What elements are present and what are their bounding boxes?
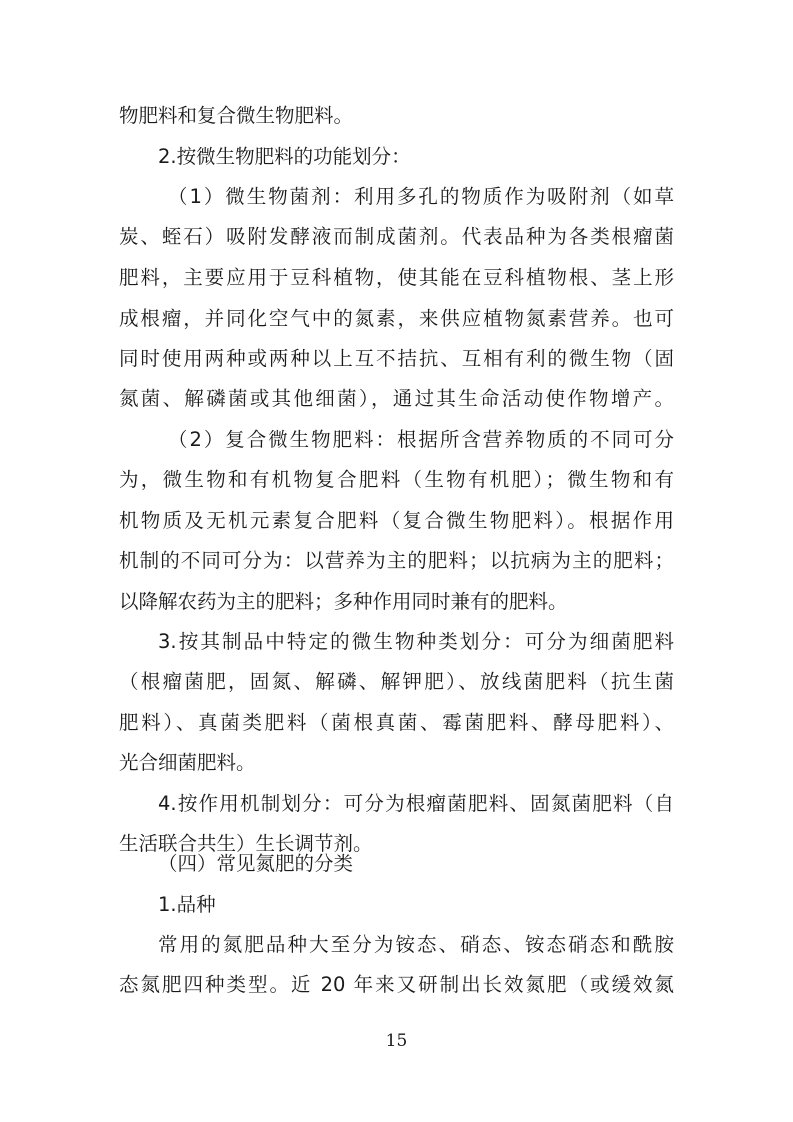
page-number: 15 — [385, 1031, 408, 1051]
text-line: 光合细菌肥料。 — [119, 751, 256, 774]
text-line: 氮菌、解磷菌或其他细菌），通过其生命活动使作物增产。 — [119, 387, 674, 410]
text-line: （1）微生物菌剂：利用多孔的物质作为吸附剂（如草 — [168, 185, 674, 208]
section-heading: 4.按作用机制划分：可分为根瘤菌肥料、固氮菌肥料（自 — [158, 792, 674, 815]
section-heading: （四）常见氮肥的分类 — [158, 852, 354, 875]
text-line: 机制的不同可分为：以营养为主的肥料；以抗病为主的肥料； — [119, 549, 674, 572]
text-line: 同时使用两种或两种以上互不拮抗、互相有利的微生物（固 — [119, 347, 674, 370]
section-heading: 2.按微生物肥料的功能划分： — [158, 145, 411, 168]
text-line: 炭、蛭石）吸附发酵液而制成菌剂。代表品种为各类根瘤菌 — [119, 225, 674, 248]
section-heading: 3.按其制品中特定的微生物种类划分：可分为细菌肥料 — [158, 630, 674, 653]
text-line: （2）复合微生物肥料：根据所含营养物质的不同可分 — [168, 428, 674, 451]
text-line: （根瘤菌肥，固氮、解磷、解钾肥）、放线菌肥料（抗生菌 — [119, 670, 674, 693]
text-line: 以降解农药为主的肥料；多种作用同时兼有的肥料。 — [119, 590, 568, 613]
text-line: 态氮肥四种类型。近 20 年来又研制出长效氮肥（或缓效氮 — [119, 973, 674, 996]
subsection-heading: 1.品种 — [158, 893, 216, 916]
text-line: 机物质及无机元素复合肥料（复合微生物肥料）。根据作用 — [119, 509, 674, 532]
text-line: 物肥料和复合微生物肥料。 — [119, 104, 354, 127]
text-line: 生活联合共生）生长调节剂。 — [119, 832, 373, 855]
text-line: 为，微生物和有机物复合肥料（生物有机肥）；微生物和有 — [119, 468, 674, 491]
text-line: 肥料）、真菌类肥料（菌根真菌、霉菌肥料、酵母肥料）、 — [119, 711, 674, 734]
text-line: 肥料，主要应用于豆科植物，使其能在豆科植物根、茎上形 — [119, 266, 674, 289]
text-line: 成根瘤，并同化空气中的氮素，来供应植物氮素营养。也可 — [119, 307, 674, 330]
text-line: 常用的氮肥品种大至分为铵态、硝态、铵态硝态和酰胺 — [158, 933, 674, 956]
